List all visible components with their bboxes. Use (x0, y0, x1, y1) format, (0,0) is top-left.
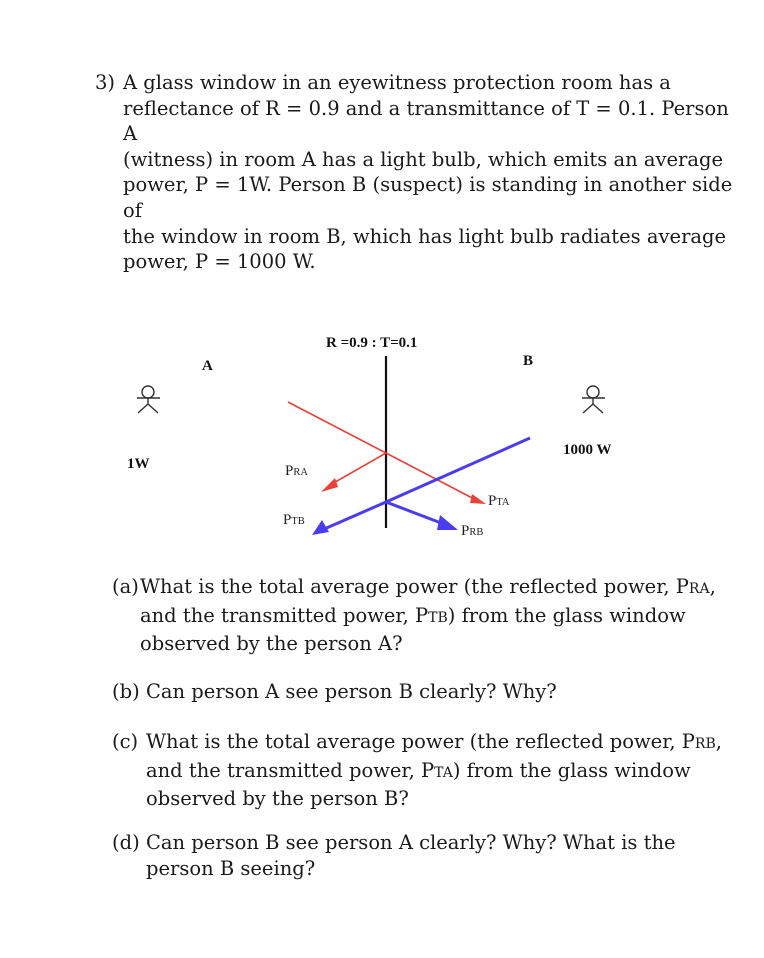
question-a-label: (a) (112, 575, 139, 598)
question-d-line: Can person B see person A clearly? Why? What is the (146, 831, 676, 854)
question-d-line: person B seeing? (146, 856, 316, 880)
room-b-label: B (523, 353, 534, 369)
question-b-label: (b) (112, 680, 140, 703)
problem-line: the window in room B, which has light bulb radiates average (123, 224, 727, 248)
problem-number: 3) (95, 71, 116, 94)
question-c-line: observed by the person B? (146, 787, 409, 811)
problem-line: power, P = 1W. Person B (suspect) is standing in another side of (123, 173, 733, 222)
problem-line: (witness) in room A has a light bulb, which emits an average (123, 147, 723, 171)
p-rb-label: PRB (461, 523, 484, 539)
transmitted-ray-b (312, 502, 386, 535)
person-a-icon (137, 386, 160, 413)
p-ta-label: PTA (488, 493, 510, 509)
question-a-line: What is the total average power (the reflected power, PRA, (140, 575, 716, 598)
question-b (112, 679, 732, 705)
problem-line: power, P = 1000 W. (123, 250, 316, 274)
window-rt-label: R =0.9 : T=0.1 (326, 335, 418, 351)
room-a-label: A (202, 358, 213, 374)
question-c (112, 729, 732, 812)
problem-line: A glass window in an eyewitness protection room has a (123, 71, 671, 94)
question-c-line: and the transmitted power, PTA) from the glass window (146, 758, 691, 782)
question-d-label: (d) (112, 831, 140, 854)
question-a (112, 574, 732, 657)
p-ra-label: PRA (285, 463, 308, 479)
question-c-label: (c) (112, 730, 139, 753)
question-d (112, 830, 732, 881)
reflected-ray-b (386, 502, 458, 530)
question-a-line: and the transmitted power, PTB) from the glass window (140, 603, 686, 627)
question-a-line: observed by the person A? (140, 632, 403, 656)
power-a-label: 1W (127, 456, 150, 472)
question-c-line: What is the total average power (the reflected power, PRB, (146, 730, 722, 753)
p-tb-label: PTB (283, 512, 305, 528)
person-b-icon (582, 386, 605, 413)
question-b-line: Can person A see person B clearly? Why? (146, 680, 557, 703)
problem-line: reflectance of R = 0.9 and a transmittance of T = 0.1. Person A (123, 96, 729, 146)
power-b-label: 1000 W (563, 442, 612, 458)
